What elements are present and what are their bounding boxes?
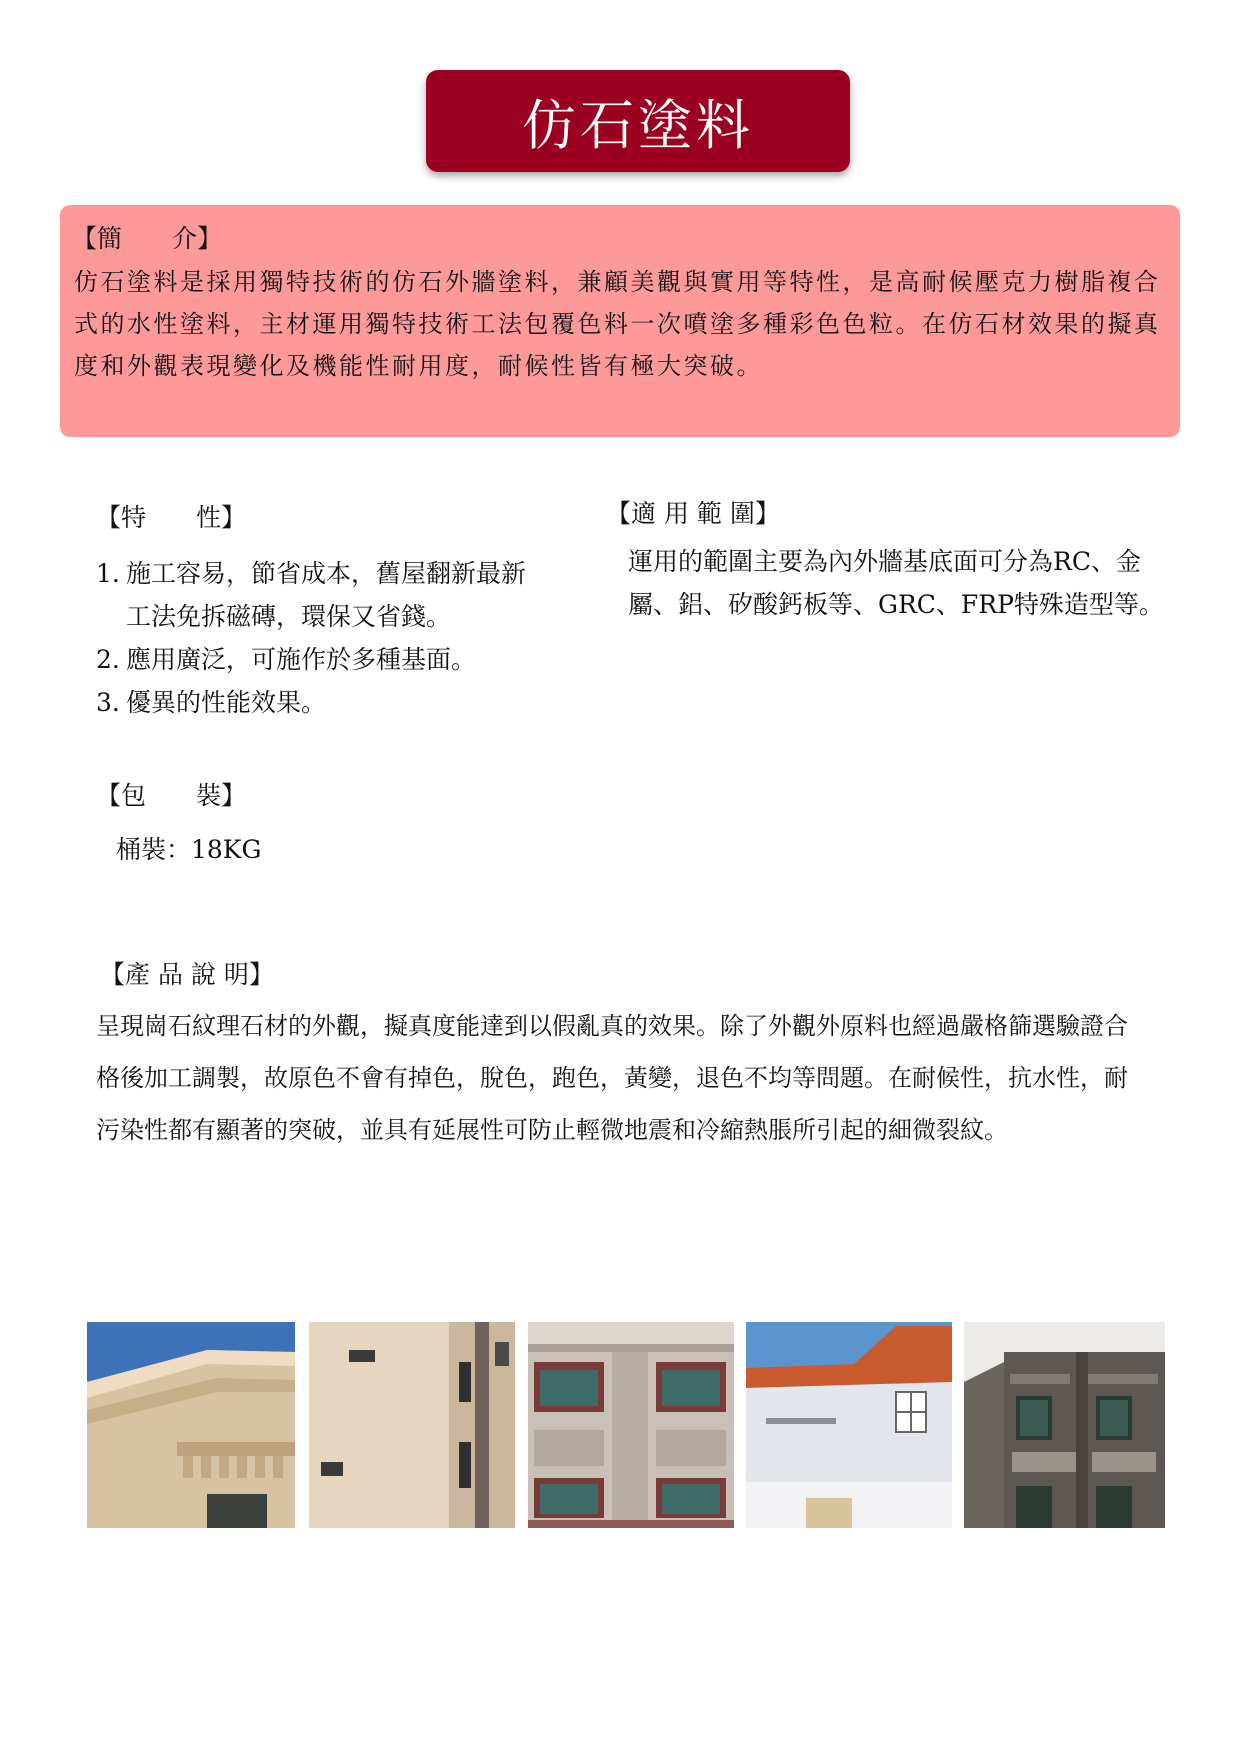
scope-text: 運用的範圍主要為內外牆基底面可分為RC、金屬、鋁、矽酸鈣板等、GRC、FRP特殊造型等。 [628, 547, 1164, 619]
packaging-text: 桶裝：18KG [116, 835, 262, 864]
features-item-text: 優異的性能效果。 [126, 688, 327, 717]
features-item-text: 施工容易，節省成本，舊屋翻新最新工法免拆磁磚，環保又省錢。 [126, 559, 527, 631]
features-item-number: 2. [96, 645, 120, 674]
scope-heading: 【適 用 範 圍】 [606, 499, 780, 528]
features-item [96, 638, 536, 681]
features-item [96, 681, 536, 724]
intro-heading: 【簡 介】 [72, 224, 223, 253]
features-item [96, 552, 536, 638]
building-photo-house [746, 1322, 952, 1528]
features-heading: 【特 性】 [96, 503, 247, 532]
building-photo-wall [309, 1322, 515, 1528]
features-item-number: 3. [96, 688, 120, 717]
building-photo-cornice [87, 1322, 295, 1528]
features-list [96, 552, 536, 724]
intro-text: 仿石塗料是採用獨特技術的仿石外牆塗料，兼顧美觀與實用等特性，是高耐候壓克力樹脂複合式的水性塗料，主材運用獨特技術工法包覆色料一次噴塗多種彩色色粒。在仿石材效果的擬真度和外觀表現變化及機能性耐用度，耐候性皆有極大突破。 [74, 268, 1161, 380]
building-photo-facade [528, 1322, 734, 1528]
packaging-heading: 【包 裝】 [96, 781, 247, 810]
description-text: 呈現崗石紋理石材的外觀，擬真度能達到以假亂真的效果。除了外觀外原料也經過嚴格篩選驗證合格後加工調製，故原色不會有掉色，脫色，跑色，黃變，退色不均等問題。在耐候性，抗水性，耐污染性都有顯著的突破，並具有延展性可防止輕微地震和冷縮熱脹所引起的細微裂紋。 [96, 1012, 1128, 1144]
page-title: 仿石塗料 [522, 93, 754, 157]
intro-box [60, 205, 1180, 437]
features-item-text: 應用廣泛，可施作於多種基面。 [126, 645, 477, 674]
description-heading: 【產 品 說 明】 [100, 960, 274, 989]
building-photo-grey-facade [964, 1322, 1165, 1528]
photo-strip [87, 1322, 1165, 1528]
features-item-number: 1. [96, 559, 120, 588]
title-banner [426, 70, 850, 172]
